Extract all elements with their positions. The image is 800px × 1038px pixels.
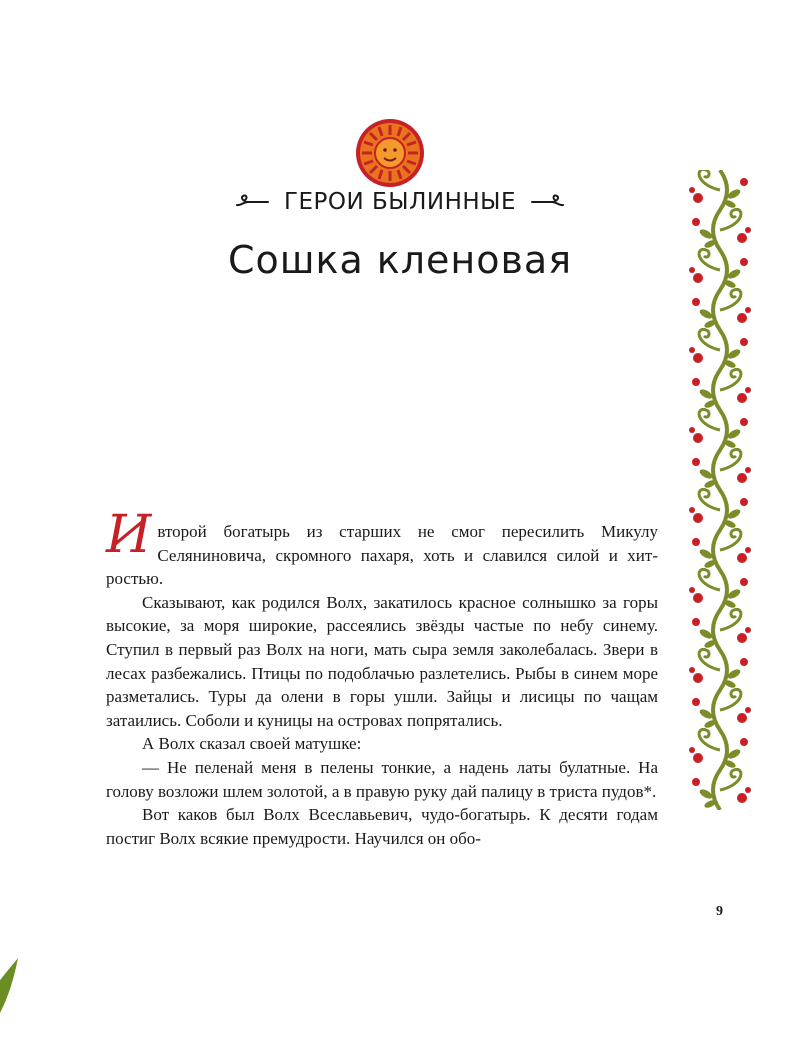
ornament-element bbox=[740, 578, 748, 586]
ornament-element bbox=[692, 458, 700, 466]
ornament-element bbox=[737, 473, 747, 483]
ornament-element bbox=[745, 467, 751, 473]
ornament-element bbox=[692, 298, 700, 306]
ornament-element bbox=[693, 593, 703, 603]
ornament-element bbox=[689, 747, 695, 753]
ornament-element bbox=[689, 427, 695, 433]
ornament-element bbox=[693, 753, 703, 763]
ornament-element bbox=[689, 507, 695, 513]
ornament-element bbox=[737, 233, 747, 243]
floral-border-ornament bbox=[684, 170, 756, 810]
ornament-element bbox=[699, 489, 720, 510]
ornament-element bbox=[692, 618, 700, 626]
ornament-element bbox=[737, 793, 747, 803]
ornament-element bbox=[693, 193, 703, 203]
ornament-element bbox=[737, 553, 747, 563]
ornament-element bbox=[745, 227, 751, 233]
ornament-element bbox=[737, 313, 747, 323]
ornament-element bbox=[720, 209, 741, 230]
ornament-element bbox=[737, 713, 747, 723]
ornament-element bbox=[745, 547, 751, 553]
ornament-element bbox=[720, 369, 741, 390]
ornament-element bbox=[699, 329, 720, 350]
ornament-element bbox=[720, 289, 741, 310]
ornament-element bbox=[689, 267, 695, 273]
ornament-element bbox=[692, 778, 700, 786]
ornament-element bbox=[693, 513, 703, 523]
ornament-element bbox=[693, 353, 703, 363]
ornament-element bbox=[740, 738, 748, 746]
swirl-right-icon bbox=[530, 193, 566, 211]
ornament-element bbox=[720, 689, 741, 710]
ornament-element bbox=[692, 698, 700, 706]
ornament-element bbox=[692, 538, 700, 546]
ornament-element bbox=[699, 649, 720, 670]
ornament-element bbox=[692, 218, 700, 226]
ornament-element bbox=[740, 418, 748, 426]
ornament-element bbox=[689, 667, 695, 673]
ornament-element bbox=[692, 378, 700, 386]
ornament-element bbox=[745, 387, 751, 393]
ornament-element bbox=[740, 178, 748, 186]
ornament-element bbox=[745, 307, 751, 313]
ornament-element bbox=[737, 633, 747, 643]
paragraph bbox=[106, 505, 658, 591]
ornament-element bbox=[689, 587, 695, 593]
section-heading bbox=[0, 188, 800, 215]
swirl-left-icon bbox=[234, 193, 270, 211]
paragraph: Сказывают, как родился Волх, закатилось красное солнышко за горы высокие, за моря широкие, рассеялись звёзды частые по небу синему. Ступил в первый раз Волх на ноги, мать сыра земля заколебалась. Звери в лесах разбежались. Птицы по подоблачью разлетелись. Рыбы в синем море разметались. Туры да олени в горы ушли. Зайцы и лисицы по чащам затаились. Соболи и куницы на островах попрятались. bbox=[106, 592, 658, 730]
ornament-element bbox=[720, 449, 741, 470]
chapter-title: Сошка кленовая bbox=[227, 238, 573, 282]
paragraph: — Не пеленай меня в пелены тонкие, а надень латы булатные. На голову возложи шлем золотой, а в правую руку дай палицу в триста пудов*. bbox=[106, 757, 658, 801]
ornament-element bbox=[699, 249, 720, 270]
ornament-element bbox=[693, 433, 703, 443]
sun-emblem-icon bbox=[355, 118, 425, 188]
ornament-element bbox=[699, 409, 720, 430]
ornament-element bbox=[699, 170, 720, 190]
ornament-element bbox=[745, 787, 751, 793]
ornament-element bbox=[720, 769, 741, 790]
paragraph: А Волх сказал своей матушке: bbox=[142, 734, 362, 754]
ornament-element bbox=[740, 258, 748, 266]
ornament-element bbox=[699, 569, 720, 590]
leaf-corner-icon bbox=[0, 958, 18, 1038]
ornament-element bbox=[689, 347, 695, 353]
section-title-text: ГЕРОИ БЫЛИННЫЕ bbox=[283, 188, 517, 215]
page-number: 9 bbox=[716, 904, 723, 919]
ornament-element bbox=[713, 170, 727, 810]
drop-cap: И bbox=[106, 505, 152, 565]
ornament-element bbox=[720, 529, 741, 550]
ornament-element bbox=[693, 273, 703, 283]
ornament-element bbox=[693, 673, 703, 683]
body-text bbox=[106, 505, 658, 850]
ornament-element bbox=[720, 609, 741, 630]
ornament-element bbox=[737, 393, 747, 403]
ornament-element bbox=[740, 658, 748, 666]
ornament-element bbox=[745, 627, 751, 633]
paragraph: Вот каков был Волх Всеславьевич, чудо-богатырь. К десяти годам постиг Волх всякие премудрости. Научился он обо- bbox=[106, 805, 658, 848]
ornament-element bbox=[740, 338, 748, 346]
ornament-element bbox=[740, 498, 748, 506]
paragraph-text: второй богатырь из старших не смог пересилить Микулу Селяниновича, скромного пахаря, хоть и славился силой и хитростью. bbox=[106, 522, 658, 589]
ornament-element bbox=[745, 707, 751, 713]
ornament-element bbox=[699, 729, 720, 750]
ornament-element bbox=[689, 187, 695, 193]
